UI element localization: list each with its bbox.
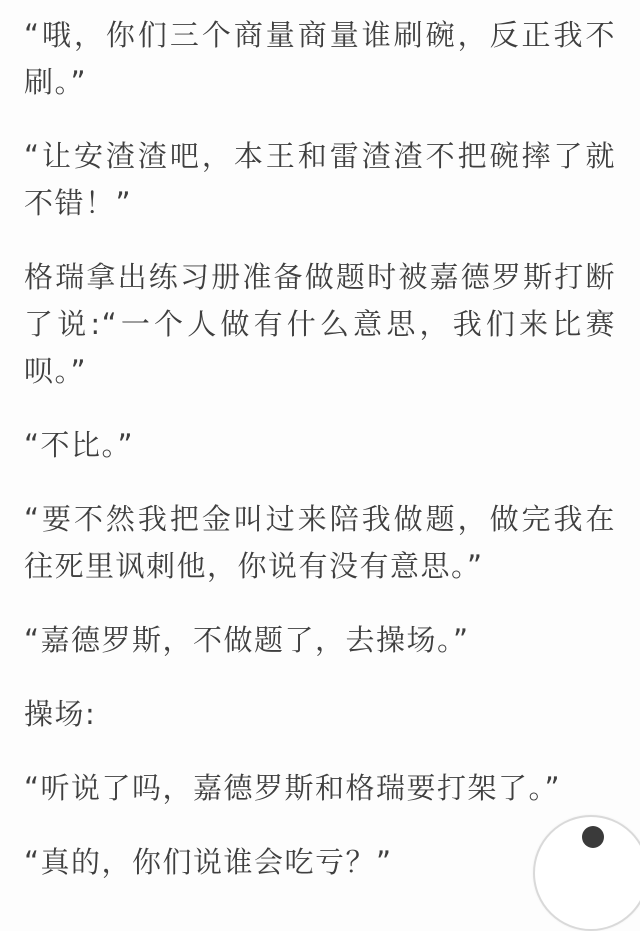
paragraph: “要不然我把金叫过来陪我做题，做完我在往死里讽刺他，你说有没有意思。” [24,502,616,583]
floating-action-button[interactable] [533,815,640,931]
paragraph: 格瑞拿出练习册准备做题时被嘉德罗斯打断了说:“一个人做有什么意思，我们来比赛呗。” [24,260,616,388]
paragraph: 操场: [24,697,97,731]
paragraph: “哦，你们三个商量商量谁刷碗，反正我不刷。” [24,18,616,99]
reader-ball-icon [582,826,604,848]
paragraph: “让安渣渣吧，本王和雷渣渣不把碗摔了就不错！” [24,139,616,220]
paragraph: “嘉德罗斯，不做题了，去操场。” [24,623,470,657]
paragraph: “真的，你们说谁会吃亏？” [24,845,393,879]
paragraph: “听说了吗，嘉德罗斯和格瑞要打架了。” [24,771,562,805]
paragraph: “不比。” [24,428,135,462]
